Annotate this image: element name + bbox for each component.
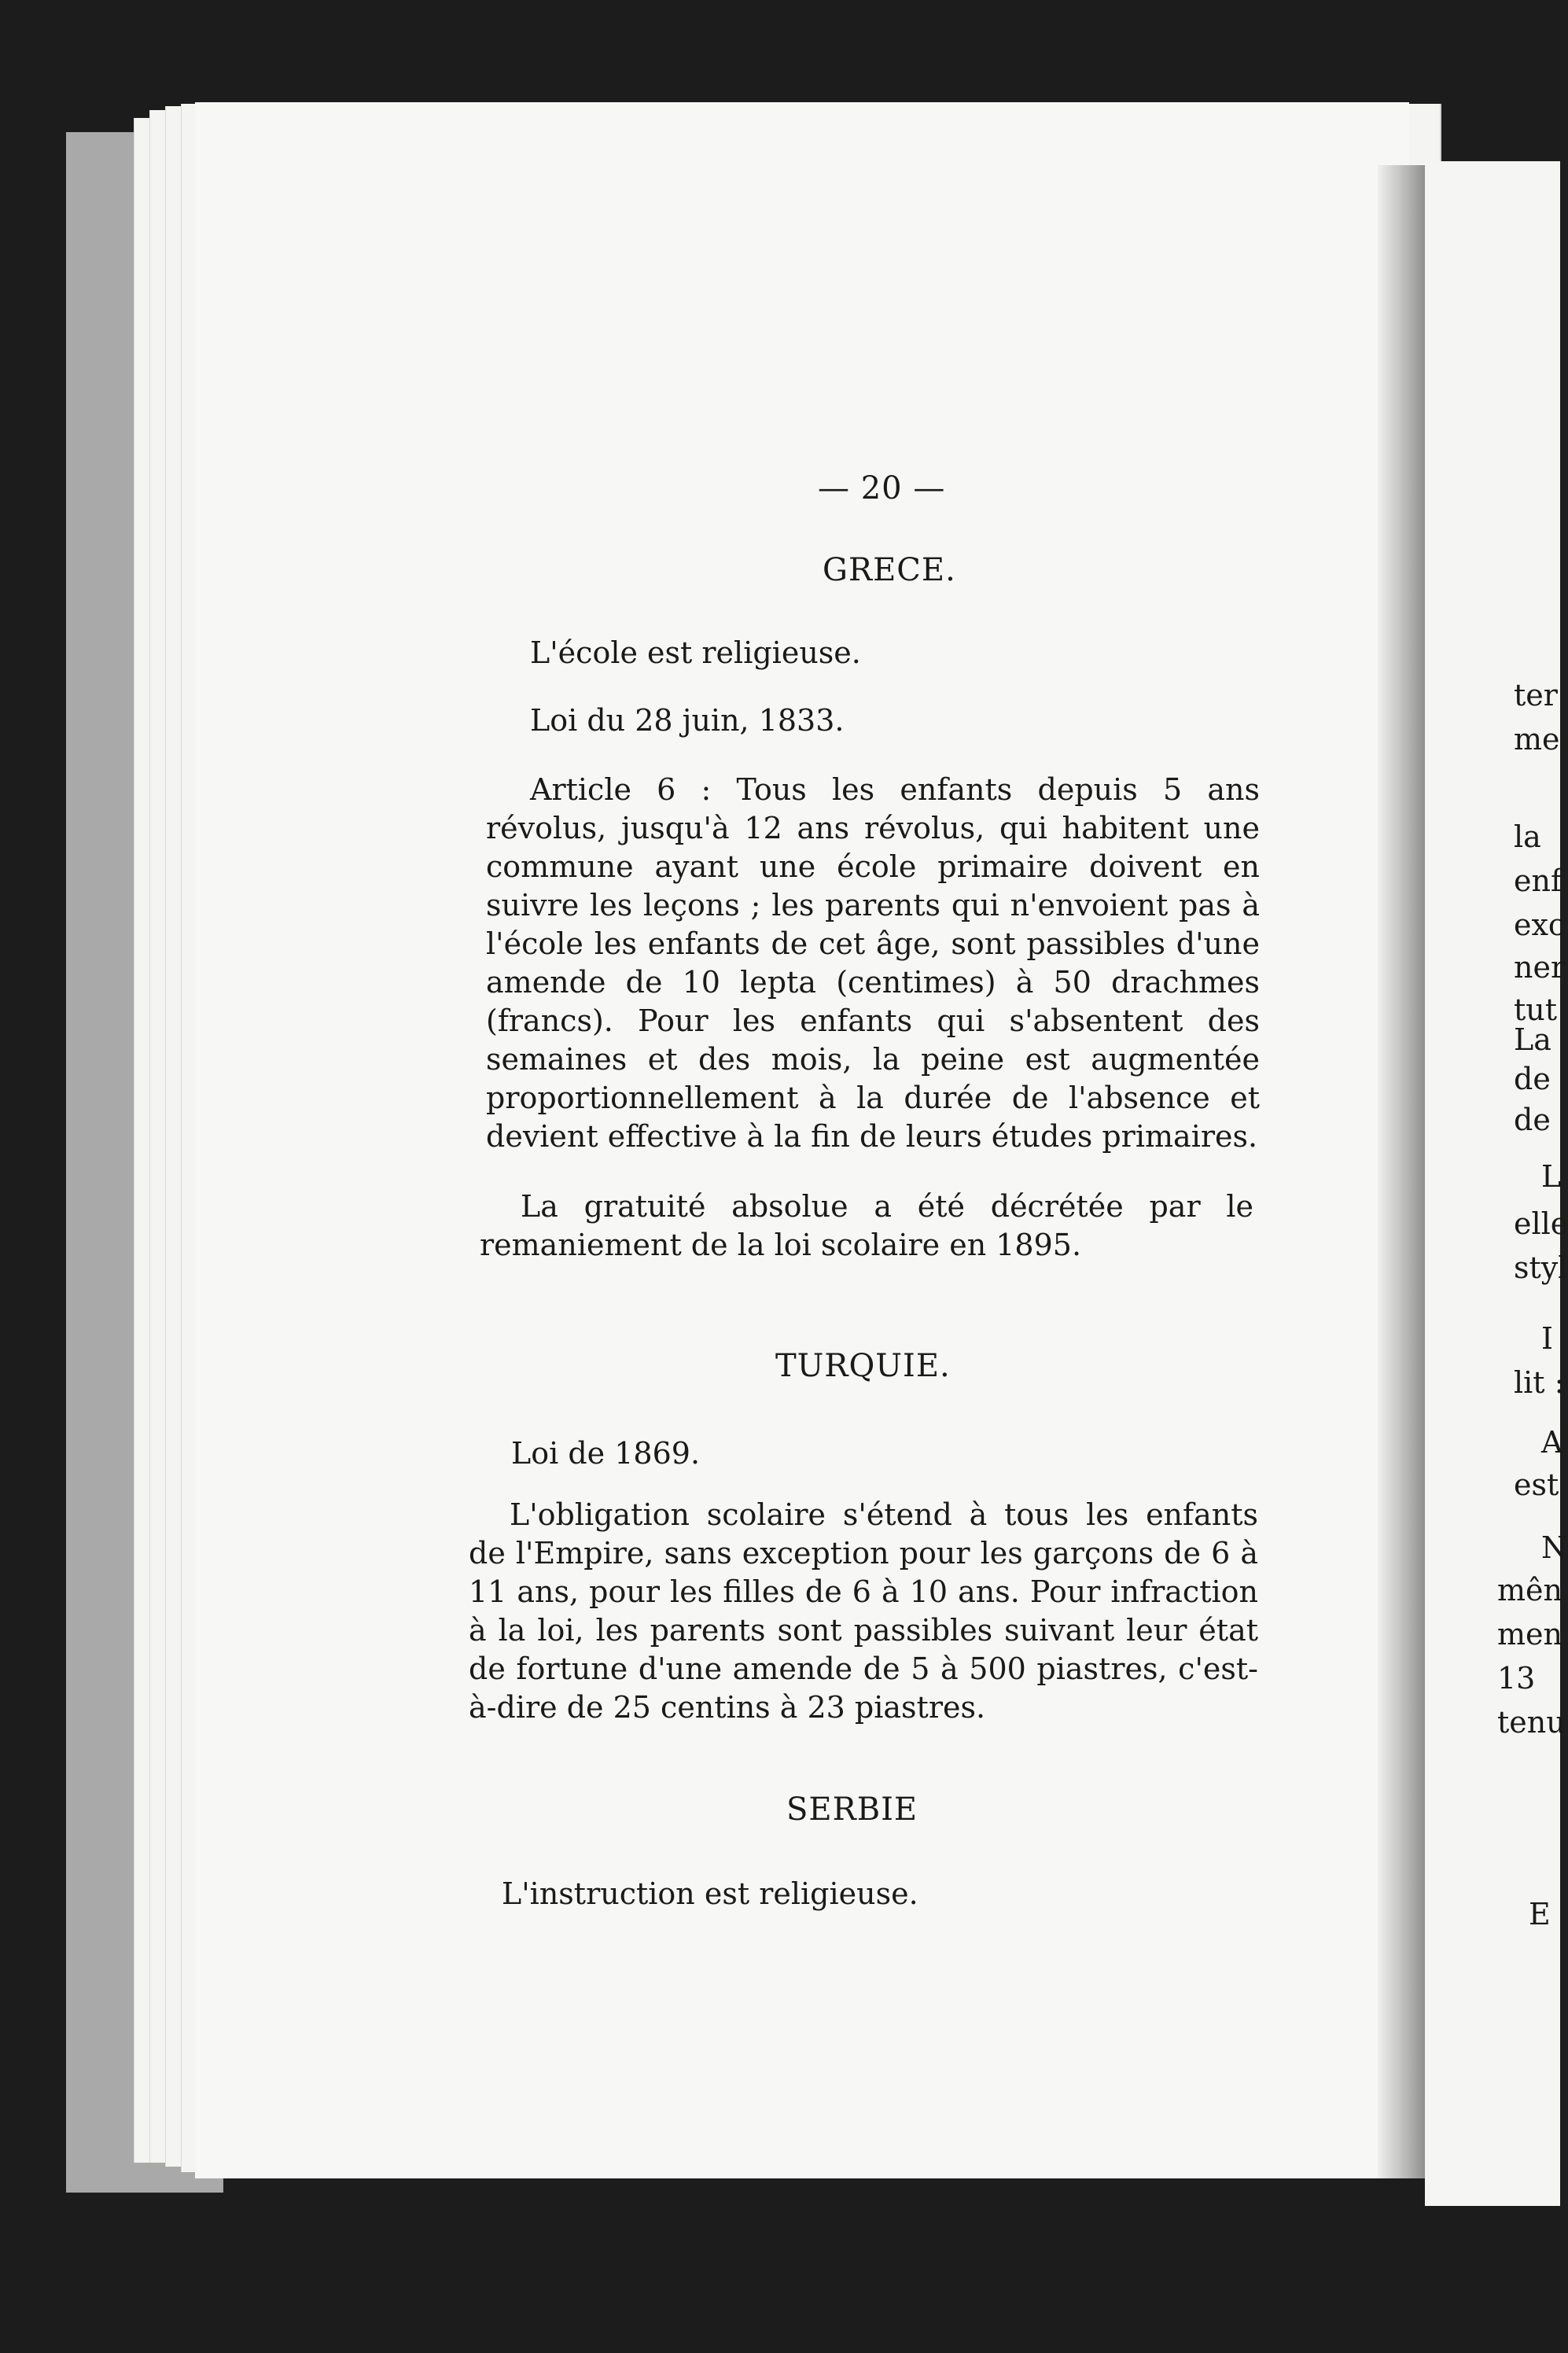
right-fragment: La bbox=[1514, 1022, 1551, 1057]
grece-line-1: L'école est religieuse. bbox=[530, 635, 861, 670]
page-number: — 20 — bbox=[818, 470, 946, 506]
right-fragment: L bbox=[1541, 1159, 1562, 1194]
right-fragment: ner bbox=[1514, 950, 1566, 985]
right-fragment: de bbox=[1514, 1062, 1551, 1096]
section-heading-grece: GRECE. bbox=[823, 552, 956, 588]
right-fragment: enf bbox=[1514, 864, 1562, 898]
turquie-law-line: Loi de 1869. bbox=[511, 1436, 701, 1471]
right-fragment: de bbox=[1514, 1103, 1551, 1137]
right-fragment: 13 bbox=[1497, 1661, 1536, 1696]
right-fragment: A bbox=[1541, 1425, 1563, 1460]
right-fragment: exc bbox=[1514, 908, 1566, 942]
right-fragment: mên bbox=[1497, 1573, 1562, 1607]
grece-line-2: Loi du 28 juin, 1833. bbox=[530, 703, 845, 738]
right-fragment: est bbox=[1514, 1467, 1559, 1502]
right-fragment: ter bbox=[1514, 678, 1558, 713]
right-fragment: lit : bbox=[1514, 1365, 1565, 1400]
turquie-obligation-paragraph: L'obligation scolaire s'étend à tous les enfants de l'Empire, sans exception pour les garçons de 6 à 11 ans, pour les filles de 6 à 10 ans. Pour infraction à la loi, les parents sont passibles suivant leur état de fortune d'une amende de 5 à 500 piastres, c'est-à-dire de 25 centins à 23 piastres. bbox=[469, 1497, 1258, 1725]
right-fragment: styl bbox=[1514, 1250, 1568, 1285]
right-fragment: I bbox=[1541, 1321, 1554, 1356]
section-heading-turquie: TURQUIE. bbox=[775, 1348, 951, 1384]
book-gutter bbox=[1378, 165, 1425, 2178]
right-fragment: tut bbox=[1514, 992, 1558, 1027]
right-fragment: me bbox=[1514, 722, 1560, 757]
right-fragment: tenu bbox=[1497, 1705, 1566, 1740]
right-fragment: E bbox=[1529, 1897, 1551, 1931]
right-fragment: N bbox=[1541, 1530, 1568, 1565]
right-fragment: elle bbox=[1514, 1206, 1568, 1241]
grece-article-paragraph: Article 6 : Tous les enfants depuis 5 ans révolus, jusqu'à 12 ans révolus, qui habitent une commune ayant une école primaire doivent en suivre les leçons ; les parents qui n'envoient pas à l'école les enfants de cet âge, sont passibles d'une amende de 10 lepta (centimes) à 50 drachmes (francs). Pour les enfants qui s'absentent des semaines et des mois, la peine est augmentée proportionnellement à la durée de l'absence et devient effective à la fin de leurs études primaires. bbox=[486, 772, 1260, 1154]
right-fragment: men bbox=[1497, 1617, 1562, 1652]
right-fragment: la bbox=[1514, 819, 1541, 854]
grece-gratuite-paragraph: La gratuité absolue a été décrétée par le remaniement de la loi scolaire en 1895. bbox=[480, 1189, 1253, 1262]
serbie-line: L'instruction est religieuse. bbox=[502, 1876, 918, 1911]
section-heading-serbie: SERBIE bbox=[786, 1791, 918, 1828]
